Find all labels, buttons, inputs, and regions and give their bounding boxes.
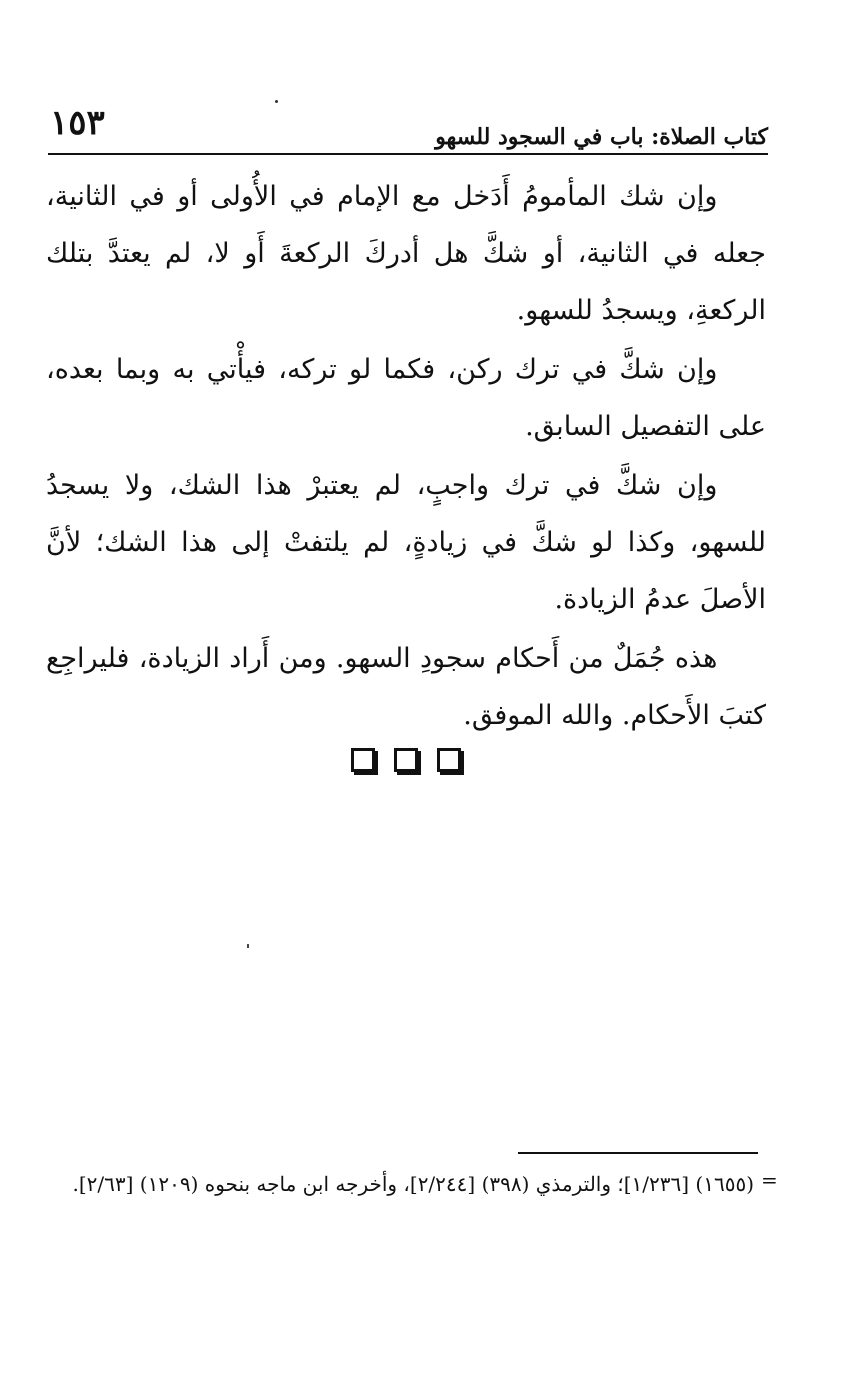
page-number: ١٥٣ xyxy=(50,103,105,143)
ornament-box-icon xyxy=(394,748,418,772)
page-header xyxy=(48,103,768,154)
footnote-continuation-marker: = xyxy=(761,1168,778,1192)
section-end-ornament xyxy=(351,745,461,775)
paragraph-4: هذه جُمَلٌ من أَحكام سجودِ السهو. ومن أَراد الزيادة، فليراجِع كتبَ الأَحكام. والله الموفق. xyxy=(46,643,766,731)
footnote-divider xyxy=(518,1152,758,1154)
paragraph-3: وإن شكَّ في ترك واجبٍ، لم يعتبرْ هذا الشك، ولا يسجدُ للسهو، وكذا لو شكَّ في زيادةٍ، لم يلتفتْ إلى هذا الشك؛ لأنَّ الأصلَ عدمُ الزيادة. xyxy=(46,470,766,615)
scan-speck xyxy=(275,100,278,103)
paragraph-1: وإن شك المأمومُ أَدَخل مع الإمام في الأُولى أو في الثانية، جعله في الثانية، أو شكَّ هل أدركَ الركعةَ أَو لا، لم يعتدَّ بتلك الركعةِ، ويسجدُ للسهو. xyxy=(46,181,766,326)
header-divider xyxy=(48,153,768,155)
ornament-box-icon xyxy=(437,748,461,772)
ornament-box-icon xyxy=(351,748,375,772)
footnote-text: (١٦٥٥) [١/٢٣٦]؛ والترمذي (٣٩٨) [٢/٢٤٤]، وأخرجه ابن ماجه بنحوه (١٢٠٩) [٢/٦٣]. xyxy=(72,1172,754,1196)
running-title: كتاب الصلاة: باب في السجود للسهو xyxy=(435,124,768,150)
paragraph-2: وإن شكَّ في ترك ركن، فكما لو تركه، فيأْتي به وبما بعده، على التفصيل السابق. xyxy=(46,354,766,442)
scan-speck xyxy=(247,944,249,948)
main-text xyxy=(46,168,766,745)
